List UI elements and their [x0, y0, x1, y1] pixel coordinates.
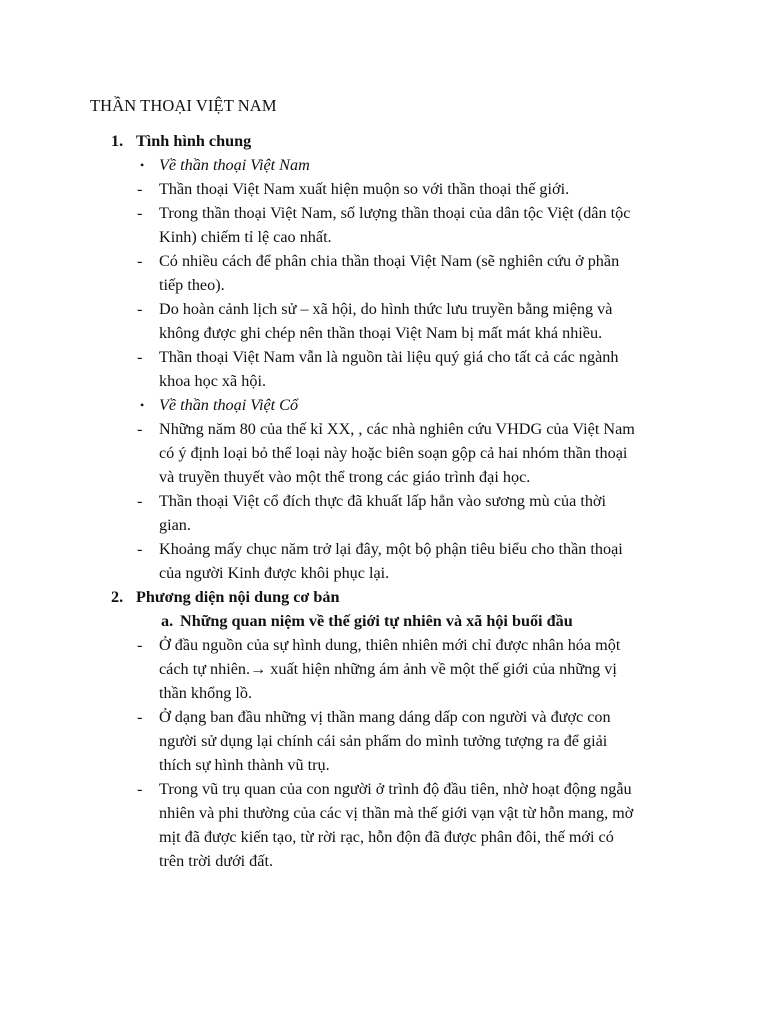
- section-1-heading: [0, 129, 768, 153]
- dash-marker: -: [137, 252, 143, 270]
- list-item-continuation: [0, 465, 768, 489]
- list-item-continuation: [0, 369, 768, 393]
- list-item-continuation: [0, 657, 768, 681]
- dash-marker: -: [137, 300, 143, 318]
- dash-marker: -: [137, 780, 143, 798]
- list-item-text: thần khổng lồ.: [159, 684, 253, 702]
- dash-marker: -: [137, 348, 143, 366]
- dash-marker: -: [137, 420, 143, 438]
- section-number: 2.: [111, 588, 124, 606]
- section-title: Phương diện nội dung cơ bản: [136, 588, 340, 606]
- list-item-text: Trong vũ trụ quan của con người ở trình độ đầu tiên, nhờ hoạt động ngẫu: [159, 780, 632, 798]
- list-item-text: nhiên và phi thường của các vị thần mà thế giới vạn vật từ hỗn mang, mờ: [159, 804, 634, 822]
- list-item-continuation: [0, 513, 768, 537]
- bullet-icon: •: [140, 398, 145, 412]
- dash-marker: -: [137, 636, 143, 654]
- list-item: [0, 297, 768, 321]
- list-item-text: Thần thoại Việt Nam xuất hiện muộn so với thần thoại thế giới.: [159, 180, 570, 198]
- list-item-text: Có nhiều cách để phân chia thần thoại Việt Nam (sẽ nghiên cứu ở phần: [159, 252, 620, 270]
- subsection-title: Về thần thoại Việt Nam: [159, 156, 310, 174]
- list-item-text: không được ghi chép nên thần thoại Việt Nam bị mất mát khá nhiều.: [159, 324, 603, 342]
- list-item-text: tiếp theo).: [159, 276, 225, 294]
- bullet-icon: •: [140, 158, 145, 172]
- list-item-text: người sử dụng lại chính cái sản phẩm do mình tưởng tượng ra để giải: [159, 732, 608, 750]
- dash-marker: -: [137, 492, 143, 510]
- document-body: [0, 129, 768, 873]
- list-item-text: cách tự nhiên.→ xuất hiện những ám ảnh về một thế giới của những vị: [159, 660, 617, 678]
- list-item: [0, 249, 768, 273]
- list-item: [0, 201, 768, 225]
- list-item-text: Trong thần thoại Việt Nam, số lượng thần thoại của dân tộc Việt (dân tộc: [159, 204, 631, 222]
- dash-marker: -: [137, 180, 143, 198]
- list-item-continuation: [0, 801, 768, 825]
- list-item: [0, 177, 768, 201]
- list-item-text: Do hoàn cảnh lịch sử – xã hội, do hình thức lưu truyền bằng miệng và: [159, 300, 613, 318]
- list-item-text: khoa học xã hội.: [159, 372, 266, 390]
- list-item-text: thích sự hình thành vũ trụ.: [159, 756, 330, 774]
- list-item-text: và truyền thuyết vào một thể trong các giáo trình đại học.: [159, 468, 531, 486]
- list-item-text: Ở đầu nguồn của sự hình dung, thiên nhiên mới chỉ được nhân hóa một: [159, 636, 621, 654]
- list-item-text: Khoảng mấy chục năm trở lại đây, một bộ phận tiêu biểu cho thần thoại: [159, 540, 623, 558]
- list-item-text: Những năm 80 của thế kỉ XX, , các nhà nghiên cứu VHDG của Việt Nam: [159, 420, 635, 438]
- list-item: [0, 537, 768, 561]
- list-item-text: có ý định loại bỏ thể loại này hoặc biên soạn gộp cả hai nhóm thần thoại: [159, 444, 628, 462]
- list-item-continuation: [0, 225, 768, 249]
- list-item-continuation: [0, 441, 768, 465]
- subsection-heading: [0, 609, 768, 633]
- list-item-text: Kinh) chiếm tỉ lệ cao nhất.: [159, 228, 332, 246]
- subsection-heading: [0, 153, 768, 177]
- list-item-continuation: [0, 729, 768, 753]
- subsection-title: Về thần thoại Việt Cổ: [159, 396, 299, 414]
- list-item-text: Ở dạng ban đầu những vị thần mang dáng dấp con người và được con: [159, 708, 611, 726]
- list-item-continuation: [0, 825, 768, 849]
- dash-marker: -: [137, 204, 143, 222]
- dash-marker: -: [137, 708, 143, 726]
- list-item-continuation: [0, 321, 768, 345]
- subsection-letter: a.: [161, 612, 174, 630]
- subsection-heading: [0, 393, 768, 417]
- list-item: [0, 777, 768, 801]
- list-item-continuation: [0, 753, 768, 777]
- list-item: [0, 417, 768, 441]
- list-item: [0, 489, 768, 513]
- list-item: [0, 345, 768, 369]
- list-item: [0, 633, 768, 657]
- section-number: 1.: [111, 132, 124, 150]
- list-item-continuation: [0, 681, 768, 705]
- list-item-text: Thần thoại Việt cổ đích thực đã khuất lấp hẳn vào sương mù của thời: [159, 492, 606, 510]
- document-title: THẦN THOẠI VIỆT NAM: [90, 96, 277, 115]
- list-item-continuation: [0, 849, 768, 873]
- list-item-text: của người Kinh được khôi phục lại.: [159, 564, 390, 582]
- list-item-continuation: [0, 273, 768, 297]
- section-title: Tình hình chung: [136, 132, 252, 150]
- list-item-text: trên trời dưới đất.: [159, 852, 274, 870]
- list-item-text: Thần thoại Việt Nam vẫn là nguồn tài liệu quý giá cho tất cả các ngành: [159, 348, 619, 366]
- dash-marker: -: [137, 540, 143, 558]
- list-item-text: gian.: [159, 516, 191, 534]
- section-2-heading: [0, 585, 768, 609]
- list-item-continuation: [0, 561, 768, 585]
- subsection-title: Những quan niệm về thế giới tự nhiên và xã hội buổi đầu: [180, 612, 573, 630]
- list-item: [0, 705, 768, 729]
- list-item-text: mịt đã được kiến tạo, từ rời rạc, hỗn độn đã được phân đôi, thế mới có: [159, 828, 614, 846]
